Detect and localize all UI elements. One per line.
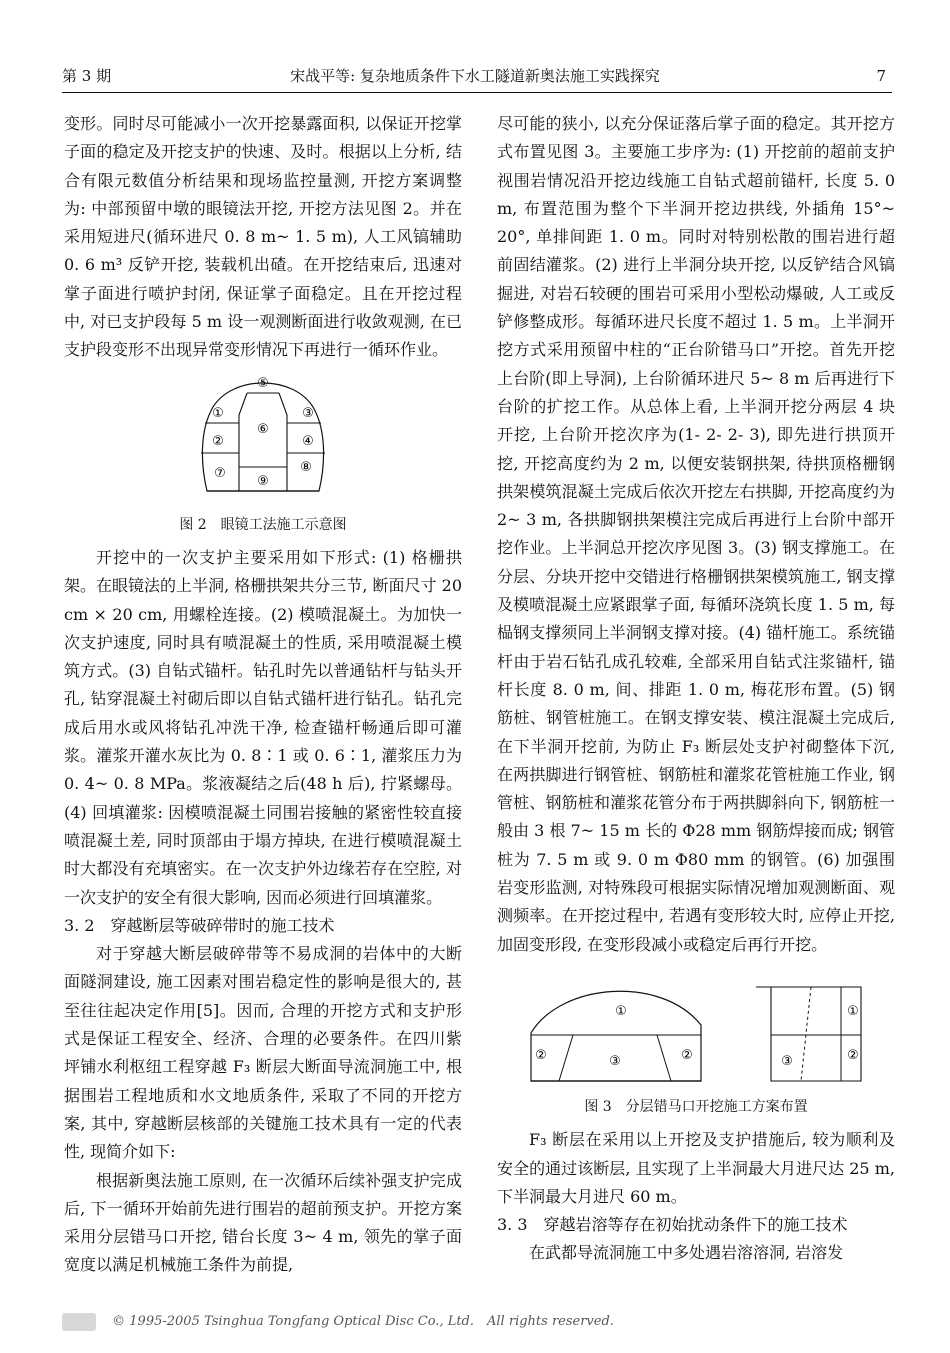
page-number: 7 [876,67,886,85]
running-header [62,64,888,88]
issue-number: 第 3 期 [62,67,112,85]
fig3-label-2-right: ② [847,1047,859,1063]
figure-2-diagram [193,371,333,503]
publisher-logo-icon [62,1313,96,1331]
section-3-3-heading: 3. 3 穿越岩溶等存在初始扰动条件下的施工技术 [497,1215,848,1235]
copyright-footer [62,1310,892,1334]
fig2-label-7: ⑦ [214,465,226,481]
fig3-label-3-right: ③ [781,1053,793,1069]
right-paragraph-1: 尽可能的狭小, 以充分保证落后掌子面的稳定。其开挖方式布置见图 3。主要施工步序为: (1) 开挖前的超前支护视围岩情况沿开挖边线施工自钻式超前锚杆, 长度 5. 0 m, 布置范围为整个下半洞开挖边拱线, 外插角 15°~ 20°, 单排间距 1. 0 m。同时对特别松散的围岩进行超前固结灌浆。(2) 进行上半洞分块开挖, 以反铲结合风镐掘进, 对岩石较硬的围岩可采用小型松动爆破, 人工或反铲修整成形。每循环进尺长度不超过 1. 5 m。上半洞开挖方式采用预留中柱的“正台阶错马口”开挖。首先开挖上台阶(即上导洞), 上台阶循环进尺 5~ 8 m 后再进行下台阶的扩挖工作。从总体上看, 上半洞开挖分两层 4 块开挖, 上台阶开挖次序为(1- 2- 2- 3), 即先进行拱顶开挖, 开挖高度约为 2 m, 以便安装钢拱架, 待拱顶格栅钢拱架模筑混凝土完成后依次开挖左右拱脚, 开挖高度约为 2~ 3 m, 各拱脚钢拱架模注完成后再进行上台阶中部开挖作业。上半洞总开挖次序见图 3。(3) 钢支撑施工。在分层、分块开挖中交错进行格栅钢拱架模筑施工, 钢支撑及模喷混凝土应紧跟掌子面, 每循环浇筑长度 1. 5 m, 每榀钢支撑须同上半洞钢支撑对接。(4) 锚杆施工。系统锚杆由于岩石钻孔成孔较难, 全部采用自钻式注浆锚杆, 锚杆长度 8. 0 m, 间、排距 1. 0 m, 梅花形布置。(5) 钢筋桩、钢管桩施工。在钢支撑安装、模注混凝土完成后, 在下半洞开挖前, 为防止 F₃ 断层处支护衬砌整体下沉, 在两拱脚进行钢管桩、钢筋桩和灌浆花管桩施工作业, 钢管桩、钢筋桩和灌浆花管分布于两拱脚斜向下, 钢筋桩一般由 3 根 7~ 15 m 长的 Φ28 mm 钢筋焊接而成; 钢管桩为 7. 5 m 或 9. 0 m Φ80 mm 的钢管。(6) 加强围岩变形监测, 对特殊段可根据实际情况增加观测断面、观测频率。在开挖过程中, 若遇有变形较大时, 应停止开挖, 加固变形段, 在变形段减小或稳定后再行开挖。 [497,114,895,954]
fig2-label-3: ③ [302,405,314,421]
figure-2 [64,371,462,536]
fig2-label-8: ⑧ [300,459,312,475]
right-column [497,110,895,1268]
left-paragraph-3: 对于穿越大断层破碎带等不易成洞的岩体中的大断面隧洞建设, 施工因素对围岩稳定性的影响是很大的, 甚至往往起决定作用[5]。因而, 合理的开挖方式和支护形式是保证工程安全、经济、合理的必要条件。在四川紫坪铺水利枢纽工程穿越 F₃ 断层大断面导流洞施工中, 根据围岩工程地质和水文地质条件, 采取了不同的开挖方案, 其中, 穿越断层核部的关键施工技术具有一定的代表性, 现简介如下: [64,944,462,1162]
fig3-label-2-left-b: ② [681,1047,693,1063]
left-paragraph-4: 根据新奥法施工原则, 在一次循环后续补强支护完成后, 下一循环开始前先进行围岩的超前预支护。开挖方案采用分层错马口开挖, 错台长度 3~ 4 m, 领先的掌子面宽度以满足机械施工条件为前提, [64,1170,462,1275]
left-paragraph-2: 开挖中的一次支护主要采用如下形式: (1) 格栅拱架。在眼镜法的上半洞, 格栅拱架共分三节, 断面尺寸 20 cm × 20 cm, 用螺栓连接。(2) 模喷混凝土。为加快一次支护速度, 同时具有喷混凝土的性质, 采用喷混凝土模筑方式。(3) 自钻式锚杆。钻孔时先以普通钻杆与钻头开孔, 钻穿混凝土衬砌后即以自钻式锚杆进行钻孔。钻孔完成后用水或风将钻孔冲洗干净, 检查锚杆畅通后即可灌浆。灌浆开灌水灰比为 0. 8∶1 或 0. 6∶1, 灌浆压力为 0. 4~ 0. 8 MPa。浆液凝结之后(48 h 后), 拧紧螺母。(4) 回填灌浆: 因模喷混凝土同围岩接触的紧密性较直接喷混凝土差, 同时顶部由于塌方掉块, 在进行模喷混凝土时大都没有充填密实。在一次支护外边缘若存在空腔, 对一次支护的安全有很大影响, 因而必须进行回填灌浆。 [64,547,462,907]
fig3-label-1-left: ① [615,1003,627,1019]
running-title: 宋战平等: 复杂地质条件下水工隧道新奥法施工实践探究 [290,67,660,85]
fig2-label-9: ⑨ [257,473,269,489]
fig2-label-4: ④ [302,433,314,449]
right-paragraph-2: F₃ 断层在采用以上开挖及支护措施后, 较为顺利及安全的通过该断层, 且实现了上半洞最大月进尺达 25 m, 下半洞最大月进尺 60 m。 [497,1130,895,1206]
left-paragraph-1: 变形。同时尽可能减小一次开挖暴露面积, 以保证开挖掌子面的稳定及开挖支护的快速、及时。根据以上分析, 结合有限元数值分析结果和现场监控量测, 开挖方案调整为: 中部预留中墩的眼镜法开挖, 开挖方法见图 2。并在采用短进尺(循环进尺 0. 8 m~ 1. 5 m), 人工风镐辅助 0. 6 m³ 反铲开挖, 装载机出碴。在开挖结束后, 迅速对掌子面进行喷护封闭, 保证掌子面稳定。且在开挖过程中, 对已支护段每 5 m 设一观测断面进行收敛观测, 在已支护段变形不出现异常变形情况下再进行一循环作业。 [64,114,462,360]
fig3-label-3-left: ③ [609,1053,621,1069]
copyright-text: © 1995-2005 Tsinghua Tongfang Optical Disc Co., Ltd. All rights reserved. [112,1314,614,1329]
figure-3-caption: 图 3 分层错马口开挖施工方案布置 [584,1099,808,1116]
fig2-label-5: ⑤ [257,375,269,391]
figure-2-caption: 图 2 眼镜工法施工示意图 [179,516,347,533]
fig3-label-1-right: ① [847,1003,859,1019]
left-column [64,110,462,1280]
section-3-2-heading: 3. 2 穿越断层等破碎带时的施工技术 [64,915,335,935]
figure-3-diagram [501,965,891,1085]
header-rule [62,92,892,93]
figure-3 [497,965,895,1118]
fig2-label-2: ② [212,433,224,449]
fig2-label-1: ① [212,405,224,421]
fig2-label-6: ⑥ [257,421,269,437]
fig3-label-2-left-a: ② [535,1047,547,1063]
right-paragraph-3: 在武都导流洞施工中多处遇岩溶溶洞, 岩溶发 [529,1243,844,1263]
